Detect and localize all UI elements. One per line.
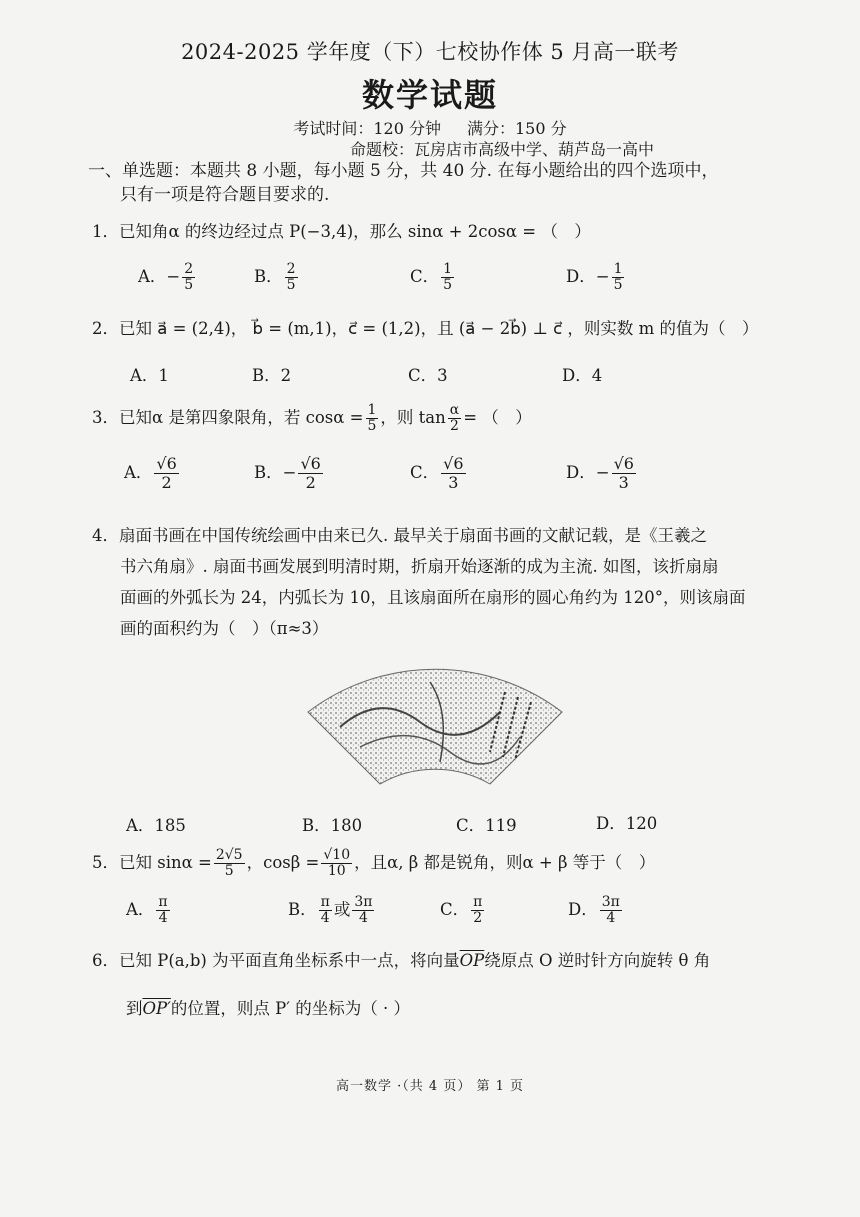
question-3: 3．已知α 是第四象限角，若 cosα = $\frac{1}{5}$ ，则 tan $\frac{\alpha}{2}$ = （ ） bbox=[92, 402, 532, 434]
q2-option-b: B．2 bbox=[252, 366, 292, 385]
q3-option-b: B．− $\frac{√6}{2}$ bbox=[254, 454, 321, 492]
exam-score: 满分：150 分 bbox=[467, 119, 567, 138]
subject-title: 数学试题 bbox=[361, 76, 498, 114]
question-number: 4． bbox=[92, 526, 119, 545]
q5-option-c: C． $\frac{\pi}{2}$ bbox=[440, 894, 483, 926]
q1-option-d: D．− $\frac{1}{5}$ bbox=[566, 261, 623, 293]
q1-option-c: C． $\frac{1}{5}$ bbox=[410, 261, 453, 293]
q2-option-d: D．4 bbox=[562, 366, 603, 385]
exam-time: 考试时间：120 分钟 bbox=[293, 119, 441, 138]
q5-option-a: A． $\frac{\pi}{4}$ bbox=[126, 894, 168, 926]
q1-option-b: B． $\frac{2}{5}$ bbox=[254, 261, 296, 293]
q4-option-b: B．180 bbox=[302, 816, 363, 835]
q4-option-a: A．185 bbox=[126, 816, 186, 835]
q4-option-d: D．120 bbox=[596, 814, 658, 833]
question-stem: 已知角α 的终边经过点 P(−3,4)，那么 sinα + 2cosα = （ ） bbox=[119, 222, 591, 241]
q3-option-d: D．− $\frac{√6}{3}$ bbox=[566, 454, 634, 492]
folding-fan-figure bbox=[300, 652, 570, 802]
q2-option-a: A．1 bbox=[130, 366, 169, 385]
q4-option-c: C．119 bbox=[456, 816, 517, 835]
question-number: 6． bbox=[92, 951, 119, 970]
q3-option-a: A． $\frac{√6}{2}$ bbox=[124, 454, 177, 492]
question-number: 2． bbox=[92, 319, 119, 338]
q3-option-c: C． $\frac{√6}{3}$ bbox=[410, 454, 464, 492]
question-2 bbox=[92, 318, 782, 340]
q1-option-a: A．− $\frac{2}{5}$ bbox=[138, 261, 194, 293]
question-number: 3． bbox=[92, 408, 119, 427]
q5-option-d: D． $\frac{3\pi}{4}$ bbox=[568, 894, 620, 926]
section-heading-line2: 只有一项是符合题目要求的. bbox=[120, 185, 330, 205]
exam-title: 2024-2025 学年度（下）七校协作体 5 月高一联考 bbox=[181, 40, 679, 64]
question-4: 4．扇面书画在中国传统绘画中由来已久. 最早关于扇面书画的文献记载，是《王羲之 书六角扇》. 扇面书画发展到明清时期，折扇开始逐渐的成为主流. 如图，该折扇扇 面画的外弧长为 24，内弧长为 10，且该扇面所在扇形的圆心角约为 120°，则该扇面 画的面积约为（ ）（π≈3） bbox=[92, 526, 746, 638]
question-stem: 已知 a⃗ = (2,4)， b⃗ = (m,1)，c⃗ = (1,2)，且 (a⃗ − 2b⃗) ⊥ c⃗ ，则实数 m 的值为（ ） bbox=[119, 319, 759, 338]
question-5: 5．已知 sinα = $\frac{2√5}{5}$ ，cosβ = $\frac{√10}{10}$ ，且α, β 都是锐角，则α + β 等于（ ） bbox=[92, 847, 656, 879]
q5-option-b: B． $\frac{\pi}{4}$ 或 $\frac{3\pi}{4}$ bbox=[288, 894, 373, 926]
question-1 bbox=[92, 221, 782, 243]
question-6: 6．已知 P(a,b) 为平面直角坐标系中一点，将向量$\overline{OP}$绕原点 O 逆时针方向旋转 θ 角 bbox=[92, 951, 711, 970]
q2-option-c: C．3 bbox=[408, 366, 448, 385]
exam-info bbox=[0, 116, 860, 139]
question-number: 5． bbox=[92, 853, 119, 872]
question-6-line2: 到OP′的位置，则点 P′ 的坐标为（ · ） bbox=[126, 999, 410, 1018]
section-heading-line1: 一、单选题：本题共 8 小题，每小题 5 分，共 40 分. 在每小题给出的四个选项中， bbox=[88, 161, 719, 181]
exam-schools: 命题校：瓦房店市高级中学、葫芦岛一高中 bbox=[350, 140, 655, 159]
page-footer: 高一数学 ·（共 4 页） 第 1 页 bbox=[336, 1079, 524, 1094]
question-number: 1． bbox=[92, 222, 119, 241]
fan-illustration bbox=[300, 652, 570, 802]
